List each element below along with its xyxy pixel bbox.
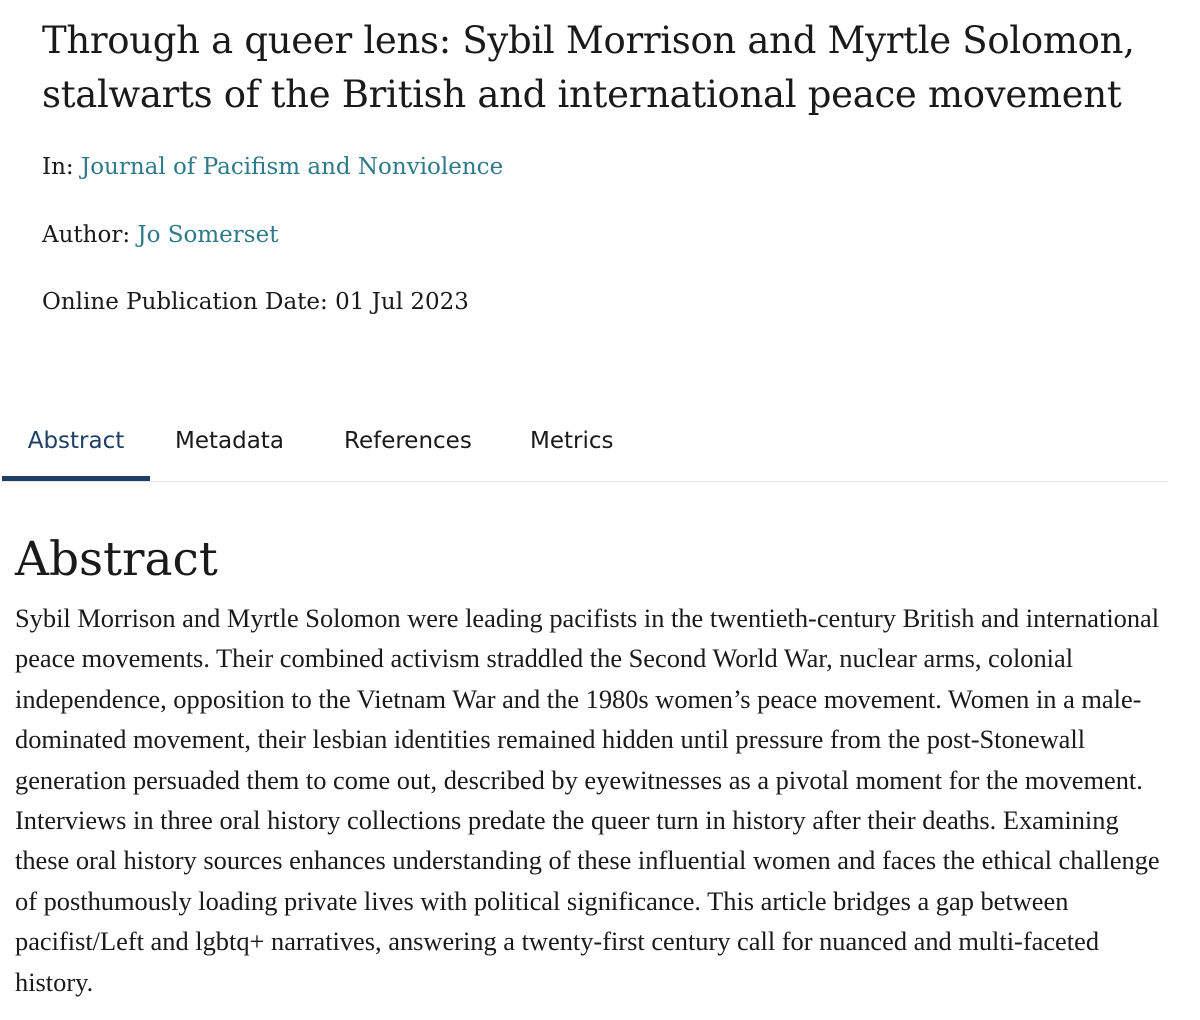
author-link[interactable]: Jo Somerset bbox=[137, 222, 279, 248]
article-tabs bbox=[2, 408, 1168, 482]
publication-date-label: Online Publication Date: bbox=[42, 289, 328, 315]
tab-abstract[interactable]: Abstract bbox=[2, 408, 150, 481]
page-title: Through a queer lens: Sybil Morrison and Myrtle Solomon, stalwarts of the British and international peace movement bbox=[42, 19, 1135, 116]
publication-date-value: 01 Jul 2023 bbox=[335, 289, 469, 315]
abstract-text: Sybil Morrison and Myrtle Solomon were leading pacifists in the twentieth-century British and international peace movements. Their combined activism straddled the Second World War, nuclear arms, colonial independence, opposition to the Vietnam War and the 1980s women’s peace movement. Women in a male-dominated movement, their lesbian identities remained hidden until pressure from the post-Stonewall generation persuaded them to come out, described by eyewitnesses as a pivotal moment for the movement. Interviews in three oral history collections predate the queer turn in history after their deaths. Examining these oral history sources enhances understanding of these influential women and faces the ethical challenge of posthumously loading private lives with political significance. This article bridges a gap between pacifist/Left and lgbtq+ narratives, answering a twenty-first century call for nuanced and multi-faceted history. bbox=[15, 603, 1160, 997]
publication-date-line bbox=[42, 287, 469, 317]
author-line bbox=[42, 220, 278, 250]
journal-line bbox=[42, 152, 503, 182]
journal-link[interactable]: Journal of Pacifism and Nonviolence bbox=[80, 154, 504, 180]
abstract-heading: Abstract bbox=[15, 532, 218, 587]
tab-references[interactable]: References bbox=[344, 428, 472, 454]
tab-metrics[interactable]: Metrics bbox=[530, 428, 614, 454]
journal-label: In: bbox=[42, 154, 74, 180]
tab-metadata[interactable]: Metadata bbox=[175, 428, 284, 454]
author-label: Author: bbox=[42, 222, 131, 248]
